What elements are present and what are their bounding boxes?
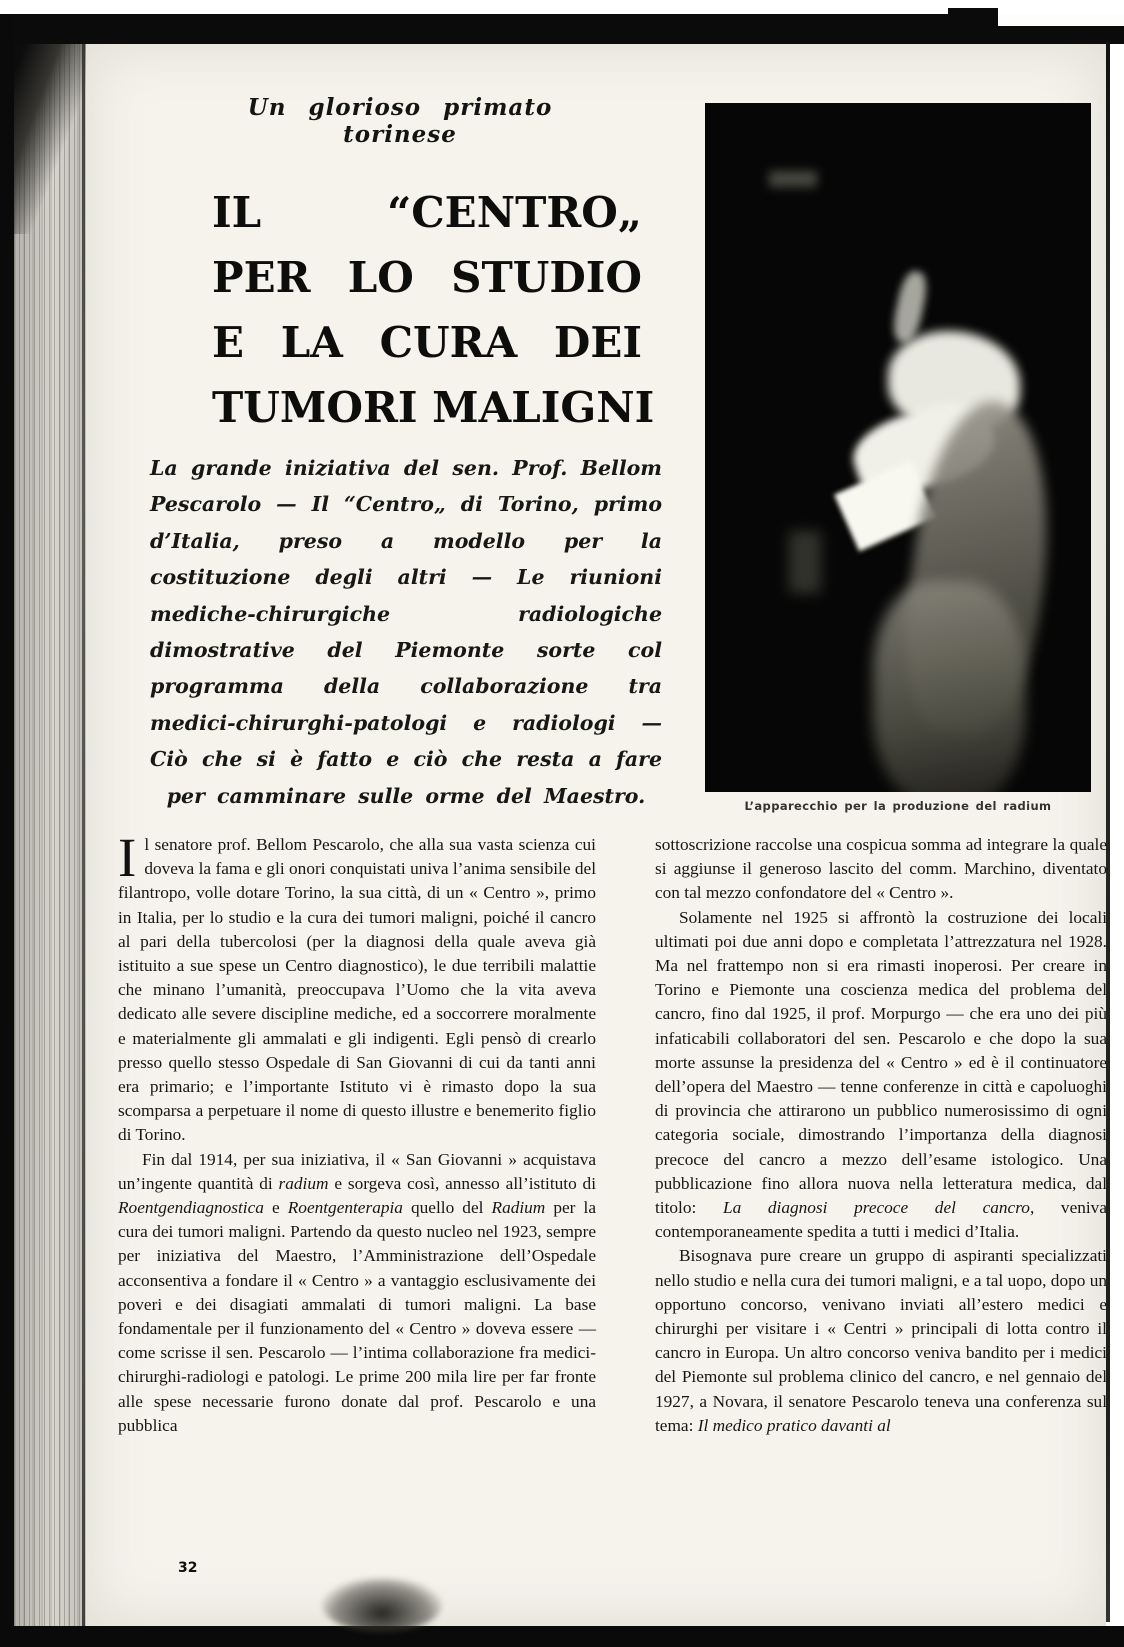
photo-radium-apparatus (705, 103, 1091, 792)
text-run: sottoscrizione raccolse una cospicua somma ad integrare la quale si aggiunse il generoso lascito del comm. Marchino, diventato con tal mezzo confondatore del « Centro ». (655, 835, 1107, 903)
top-black-band (0, 14, 1124, 44)
body-paragraph (118, 1148, 596, 1438)
text-run: , veniva contemporaneamente spedita a tutti i medici d’Italia. (655, 1198, 1107, 1242)
body-paragraph (655, 1244, 1107, 1438)
page-stack-shadow (14, 44, 86, 234)
scan-smudge (322, 1578, 442, 1632)
text-run: Solamente nel 1925 si affrontò la costruzione dei locali ultimati poi due anni dopo e completata l’attrezzatura nel 1928. Ma nel frattempo non si era rimasti inoperosi. Per creare in Torino e Piemonte una coscienza medica del problema del cancro, fino dal 1925, il prof. Morpurgo — che era uno dei più infaticabili collaboratori del sen. Pescarolo e che dopo la sua morte assunse la presidenza del « Centro » ed è il continuatore dell’opera del Maestro — tenne conferenze in città e capoluoghi di provincia che attirarono un pubblico numerosissimo di ogni categoria sociale, dimostrando l’importanza della diagnosi precoce del cancro a mezzo dell’esame istologico. Una pubblicazione fino allora nuova nella letteratura medica, dal titolo: (655, 907, 1107, 1218)
photo-caption: L’apparecchio per la produzione del radium (744, 799, 1052, 813)
text-run: e (263, 1198, 288, 1218)
top-white-sliver (998, 14, 1124, 26)
article-title-line: E LA CURA DEI (212, 318, 642, 367)
text-run: e sorgeva così, annesso all’istituto di (328, 1173, 596, 1193)
page-stack-divider-line (82, 44, 85, 1626)
photo-highlight (789, 531, 821, 593)
italic-phrase: radium (278, 1173, 329, 1193)
italic-phrase: Il medico pratico davanti al (697, 1415, 891, 1435)
italic-phrase: La diagnosi precoce del cancro (722, 1198, 1030, 1218)
text-run: l senatore prof. Bellom Pescarolo, che alla sua vasta scienza cui doveva la fama e gli onori conquistati univa l’anima sensibile del filantropo, volle dotare Torino, la sua città, di un « Centro », primo in Italia, per lo studio e la cura dei tumori maligni, poiché il cancro al pari della tubercolosi (per la diagnosi della quale aveva già istituito a sue spese un Centro diagnostico), le due terribili malattie che minano l’umanità, preoccupava l’Uomo che la vita aveva dedicato alle severe discipline mediche, ed a soccorrere moralmente e materialmente gli ammalati e gli indigenti. Egli pensò di crearlo presso quello stesso Ospedale di San Giovanni di cui da tanti anni era primario; e l’importante Istituto vi è rimasto dopo la sua scomparsa a perpetuare il nome di questo illustre e benemerito figlio di Torino. (118, 835, 596, 1145)
column-left (118, 827, 596, 1438)
article-title (212, 180, 655, 440)
text-run: Fin dal 1914, per sua iniziativa, il « San Giovanni » acquistava un’ingente quantità di (118, 1149, 596, 1193)
text-run: Bisognava pure creare un gruppo di aspiranti specializzati nello studio e nella cura dei tumori maligni, e a tal uopo, dopo un opportuno concorso, venivano inviati all’estero medici e chirurghi per visitare i « Centri » principali di lotta contro il cancro in Europa. Un altro concorso veniva bandito per i medici del Piemonte sul problema clinico del cancro, e nel gennaio del 1927, a Novara, il senatore Pescarolo teneva una conferenza sul tema: (655, 1246, 1107, 1435)
column-right (655, 833, 1107, 1438)
kicker: Un glorioso primato torinese (247, 94, 553, 148)
italic-phrase: Radium (491, 1198, 546, 1218)
left-black-margin (0, 14, 14, 1647)
page-stack-edge (14, 44, 86, 1626)
drop-cap: I (118, 827, 137, 888)
body-paragraph (118, 827, 596, 1148)
text-run: per la cura dei tumori maligni. Partendo da questo nucleo nel 1923, sempre per iniziativa del Maestro, l’Amministrazione dell’Ospedale acconsentiva a fondare il « Centro » a vantaggio esclusivamente dei poveri e dei disagiati ammalati di tumori maligni. La base fondamentale per il funzionamento del « Centro » doveva essere — come scrisse il sen. Pescarolo — l’intima collaborazione fra medici-chirurghi-radiologi e patologi. Le prime 200 mila lire per far fronte alle spese necessarie furono donate dal prof. Pescarolo e una pubblica (118, 1198, 596, 1435)
lead-summary: La grande iniziativa del sen. Prof. Bellom Pescarolo — Il “Centro„ di Torino, primo d’Italia, preso a modello per la costituzione degli altri — Le riunioni mediche-chirurgiche radiologiche dimostrative del Piemonte sorte col programma della collaborazione tra medici-chirurghi-patologi e radiologi — Ciò che si è fatto e ciò che resta a fare per camminare sulle orme del Maestro. (150, 456, 662, 808)
article-title-line: TUMORI MALIGNI (212, 383, 655, 432)
photo-highlight (769, 171, 817, 187)
italic-phrase: Roentgendiagnostica (118, 1198, 264, 1218)
bottom-black-band (0, 1626, 1124, 1647)
top-black-band-notch (948, 8, 998, 18)
photo-highlight (873, 581, 1025, 792)
article-title-line: PER LO STUDIO (212, 253, 642, 302)
page-number: 32 (178, 1560, 198, 1576)
body-paragraph (655, 906, 1107, 1245)
article-title-line: IL “CENTRO„ (212, 188, 642, 237)
body-paragraph (655, 833, 1107, 906)
text-run: quello del (402, 1198, 492, 1218)
italic-phrase: Roentgenterapia (287, 1198, 403, 1218)
